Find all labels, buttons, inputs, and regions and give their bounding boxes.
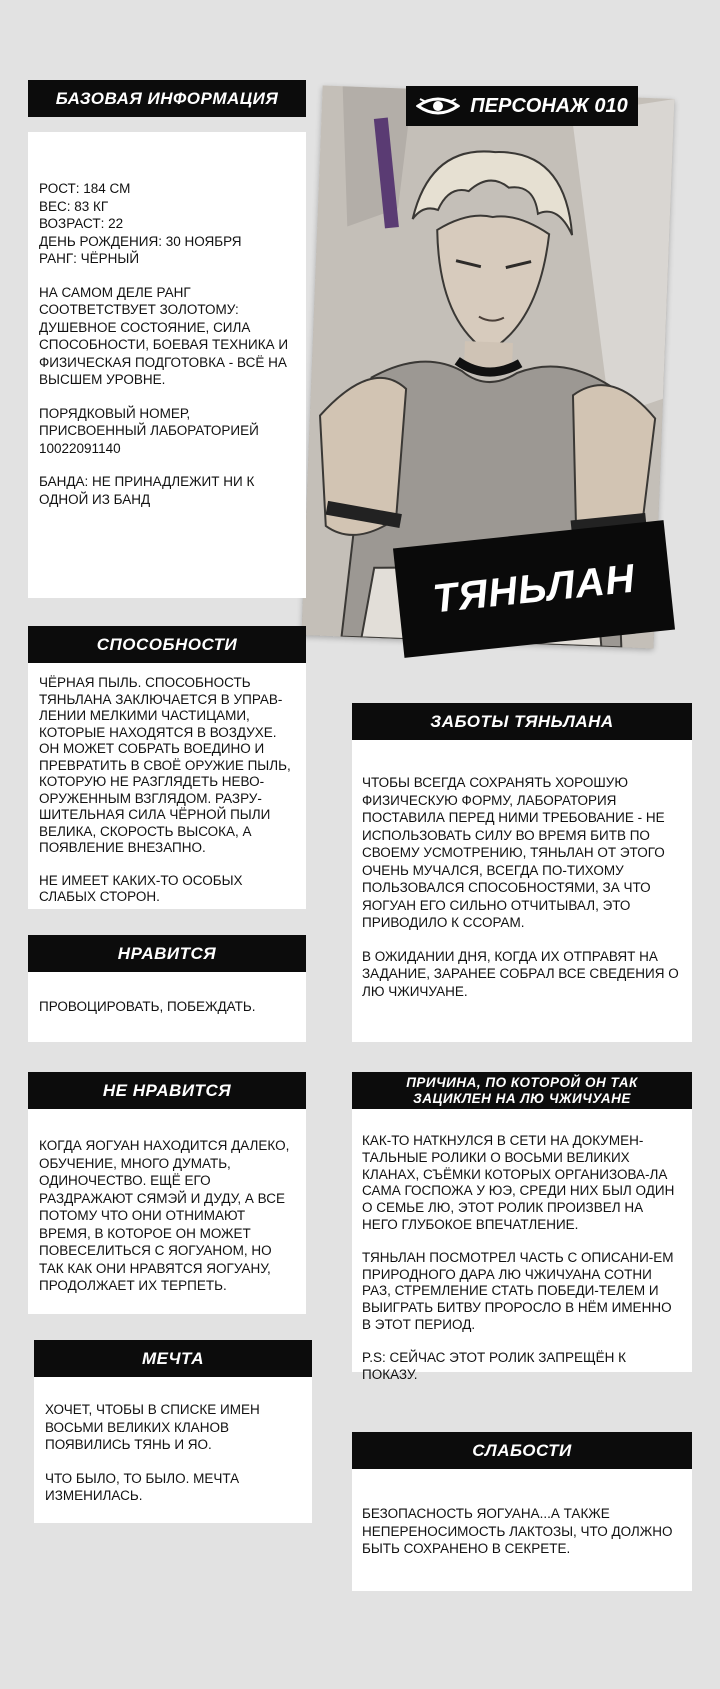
dream-header — [34, 1340, 312, 1377]
weakness-text: БЕЗОПАСНОСТЬ ЯОГУАНА...А ТАКЖЕ НЕПЕРЕНОСИМОСТЬ ЛАКТОЗЫ, ЧТО ДОЛЖНО БЫТЬ СОХРАНЕНО В СЕКРЕТЕ. — [362, 1506, 673, 1556]
reason-text-1: КАК-ТО НАТКНУЛСЯ В СЕТИ НА ДОКУМЕН-ТАЛЬНЫЕ РОЛИКИ О ВОСЬМИ ВЕЛИКИХ КЛАНАХ, СЪЁМКИ КОТОРЫХ ОРГАНИЗОВА-ЛА САМА ГОСПОЖА У ЮЭ, СРЕДИ НИХ БЫЛ ОДИН О СЕМЬЕ ЛЮ, ЭТОТ РОЛИК ПРОИЗВЕЛ НА НЕГО ГЛУБОКОЕ ВПЕЧАТЛЕНИЕ. — [362, 1133, 675, 1232]
character-number: ПЕРСОНАЖ 010 — [470, 94, 628, 117]
reason-header — [352, 1072, 692, 1109]
reason-box — [352, 1109, 692, 1382]
reason-text-2: ТЯНЬЛАН ПОСМОТРЕЛ ЧАСТЬ С ОПИСАНИ-ЕМ ПРИРОДНОГО ДАРА ЛЮ ЧЖИЧУАНА СОТНИ РАЗ, СТРЕМЛЕНИЕ СТАТЬ ПОБЕДИ-ТЕЛЕМ И ВЫИГРАТЬ БИТВУ ПРОРОСЛО В НЁМ ИМЕННО В ЭТОТ ПЕРИОД. — [362, 1249, 674, 1332]
abilities-title: СПОСОБНОСТИ — [96, 634, 238, 654]
worries-text-2: В ОЖИДАНИИ ДНЯ, КОГДА ИХ ОТПРАВЯТ НА ЗАДАНИЕ, ЗАРАНЕЕ СОБРАЛ ВСЕ СВЕДЕНИЯ О ЛЮ ЧЖИЧУАНЕ. — [362, 948, 679, 999]
lab-serial: ПОРЯДКОВЫЙ НОМЕР, ПРИСВОЕННЫЙ ЛАБОРАТОРИЕЙ 10022091140 — [39, 405, 259, 456]
reason-title-line-1: ПРИЧИНА, ПО КОТОРОЙ ОН ТАК — [406, 1074, 638, 1090]
abilities-weakness-note: НЕ ИМЕЕТ КАКИХ-ТО ОСОБЫХ СЛАБЫХ СТОРОН. — [39, 872, 243, 904]
basic-info-box — [28, 132, 306, 598]
weakness-box — [352, 1469, 692, 1591]
dislikes-box — [28, 1109, 306, 1314]
basic-info-title: БАЗОВАЯ ИНФОРМАЦИЯ — [55, 88, 279, 108]
basic-info-header — [28, 80, 306, 117]
character-name: ТЯНЬЛАН — [393, 520, 675, 658]
weakness-title: СЛАБОСТИ — [472, 1440, 572, 1460]
weakness-header — [352, 1432, 692, 1469]
character-tag — [406, 86, 638, 126]
dream-text-1: ХОЧЕТ, ЧТОБЫ В СПИСКЕ ИМЕН ВОСЬМИ ВЕЛИКИХ КЛАНОВ ПОЯВИЛИСЬ ТЯНЬ И ЯО. — [45, 1402, 260, 1452]
likes-header — [28, 935, 306, 972]
dream-title: МЕЧТА — [141, 1348, 205, 1368]
abilities-desc: ЧЁРНАЯ ПЫЛЬ. СПОСОБНОСТЬ ТЯНЬЛАНА ЗАКЛЮЧАЕТСЯ В УПРАВ-ЛЕНИИ МЕЛКИМИ ЧАСТИЦАМИ, КОТОРЫЕ НАХОДЯТСЯ В ВОЗДУХЕ. ОН МОЖЕТ СОБРАТЬ ВОЕДИНО И ПРЕВРАТИТЬ В СВОЁ ОРУЖИЕ ПЫЛЬ, КОТОРУЮ НЕ РАЗГЛЯДЕТЬ НЕВО-ОРУЖЕННЫМ ВЗГЛЯДОМ. РАЗРУ-ШИТЕЛЬНАЯ СИЛА ЧЁРНОЙ ПЫЛИ ВЕЛИКА, СКОРОСТЬ ВЫСОКА, А ПОЯВЛЕНИЕ ВНЕЗАПНО. — [39, 675, 291, 855]
gang-info: БАНДА: НЕ ПРИНАДЛЕЖИТ НИ К ОДНОЙ ИЗ БАНД — [39, 474, 255, 507]
worries-title: ЗАБОТЫ ТЯНЬЛАНА — [430, 711, 614, 731]
dream-box — [34, 1377, 312, 1523]
likes-text: ПРОВОЦИРОВАТЬ, ПОБЕЖДАТЬ. — [39, 999, 256, 1014]
abilities-header — [28, 626, 306, 663]
reason-text-3: P.S: СЕЙЧАС ЭТОТ РОЛИК ЗАПРЕЩЁН К ПОКАЗУ. — [362, 1349, 627, 1382]
worries-text-1: ЧТОБЫ ВСЕГДА СОХРАНЯТЬ ХОРОШУЮ ФИЗИЧЕСКУЮ ФОРМУ, ЛАБОРАТОРИЯ ПОСТАВИЛА ПЕРЕД НИМИ ТРЕБОВАНИЕ - НЕ ИСПОЛЬЗОВАТЬ СИЛУ ВО ВРЕМЯ БИТВ ПО СВОЕМУ УСМОТРЕНИЮ, ТЯНЬЛАН ОТ ЭТОГО ОЧЕНЬ МУЧАЛСЯ, ВСЕГДА ПО-ТИХОМУ ПОЛЬЗОВАЛСЯ СПОСОБНОСТЯМИ, ЗА ЧТО ЯОГУАН ЕГО СИЛЬНО ОТЧИТЫВАЛ, ЭТО ПРИВОДИЛО К ССОРАМ. — [362, 775, 665, 930]
likes-title: НРАВИТСЯ — [117, 943, 217, 963]
worries-header — [352, 703, 692, 740]
eye-icon — [416, 96, 460, 116]
reason-title-line-2: ЗАЦИКЛЕН НА ЛЮ ЧЖИЧУАНЕ — [413, 1090, 631, 1106]
likes-box — [28, 972, 306, 1042]
dream-text-2: ЧТО БЫЛО, ТО БЫЛО. МЕЧТА ИЗМЕНИЛАСЬ. — [45, 1470, 240, 1503]
rank-note: НА САМОМ ДЕЛЕ РАНГ СООТВЕТСТВУЕТ ЗОЛОТОМУ: ДУШЕВНОЕ СОСТОЯНИЕ, СИЛА СПОСОБНОСТИ, БОЕВАЯ ТЕХНИКА И ФИЗИЧЕСКАЯ ПОДГОТОВКА - ВСЁ НА ВЫСШЕМ УРОВНЕ. — [39, 284, 289, 387]
dislikes-title: НЕ НРАВИТСЯ — [102, 1080, 232, 1100]
dislikes-text: КОГДА ЯОГУАН НАХОДИТСЯ ДАЛЕКО, ОБУЧЕНИЕ, МНОГО ДУМАТЬ, ОДИНОЧЕСТВО. ЕЩЁ ЕГО РАЗДРАЖАЮТ СЯМЭЙ И ДУДУ, А ВСЕ ПОТОМУ ЧТО ОНИ ОТНИМАЮТ ВРЕМЯ, В КОТОРОЕ ОН МОЖЕТ ПОВЕСЕЛИТЬСЯ С ЯОГУАНОМ, НО ТАК КАК ОНИ НРАВЯТСЯ ЯОГУАНУ, ПРОДОЛЖАЕТ ИХ ТЕРПЕТЬ. — [39, 1138, 290, 1293]
worries-box — [352, 740, 692, 1042]
basic-stats: РОСТ: 184 СМ ВЕС: 83 КГ ВОЗРАСТ: 22 ДЕНЬ РОЖДЕНИЯ: 30 НОЯБРЯ РАНГ: ЧЁРНЫЙ — [39, 181, 242, 266]
dislikes-header — [28, 1072, 306, 1109]
abilities-box — [28, 663, 306, 909]
